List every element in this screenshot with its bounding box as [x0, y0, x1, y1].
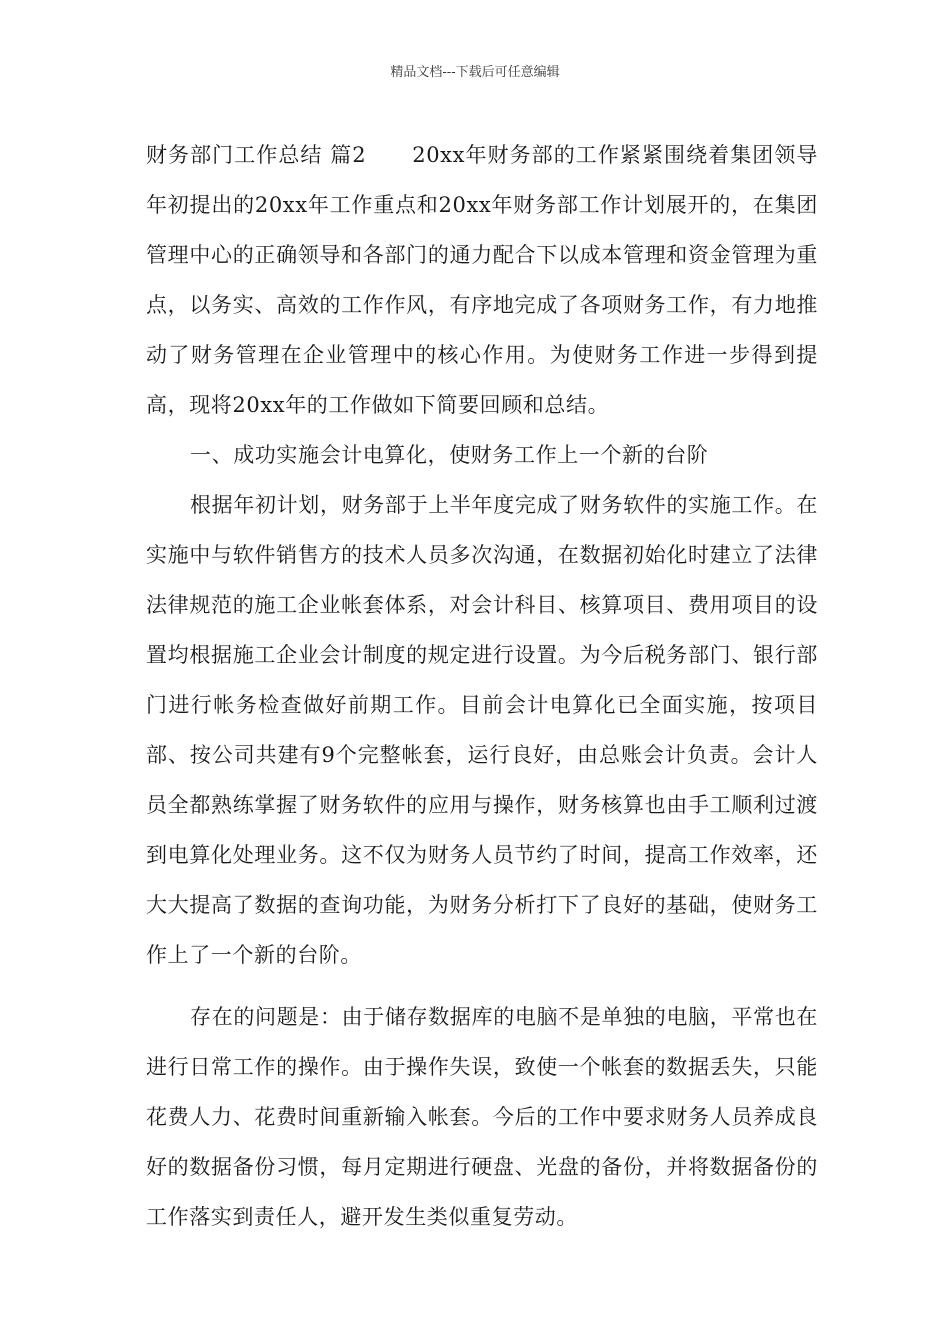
- intro-text: 20xx年财务部的工作紧紧围绕着集团领导年初提出的20xx年工作重点和20xx年财务部工作计划展开的，在集团管理中心的正确领导和各部门的通力配合下以成本管理和资金管理为重点，以务实、高效的工作作风，有序地完成了各项财务工作，有力地推动了财务管理在企业管理中的核心作用。为使财务工作进一步得到提高，现将20xx年的工作做如下简要回顾和总结。: [146, 143, 818, 417]
- intro-paragraph: [146, 130, 818, 430]
- section-1-body: 根据年初计划，财务部于上半年度完成了财务软件的实施工作。在实施中与软件销售方的技术人员多次沟通，在数据初始化时建立了法律法律规范的施工企业帐套体系，对会计科目、核算项目、费用项目的设置均根据施工企业会计制度的规定进行设置。为今后税务部门、银行部门进行帐务检查做好前期工作。目前会计电算化已全面实施，按项目部、按公司共建有9个完整帐套，运行良好，由总账会计负责。会计人员全都熟练掌握了财务软件的应用与操作，财务核算也由手工顺利过渡到电算化处理业务。这不仅为财务人员节约了时间，提高工作效率，还大大提高了数据的查询功能，为财务分析打下了良好的基础，使财务工作上了一个新的台阶。: [146, 493, 818, 967]
- document-body: [146, 130, 818, 1242]
- document-title: 财务部门工作总结 篇2: [146, 143, 367, 167]
- section-1-heading: 一、成功实施会计电算化，使财务工作上一个新的台阶: [190, 443, 709, 467]
- page-header: 精品文档---下载后可任意编辑: [390, 65, 560, 80]
- problems-paragraph: 存在的问题是：由于储存数据库的电脑不是单独的电脑，平常也在进行日常工作的操作。由于操作失误，致使一个帐套的数据丢失，只能花费人力、花费时间重新输入帐套。今后的工作中要求财务人员养成良好的数据备份习惯，每月定期进行硬盘、光盘的备份，并将数据备份的工作落实到责任人，避开发生类似重复劳动。: [146, 1005, 818, 1229]
- paragraph-spacer: [146, 980, 818, 992]
